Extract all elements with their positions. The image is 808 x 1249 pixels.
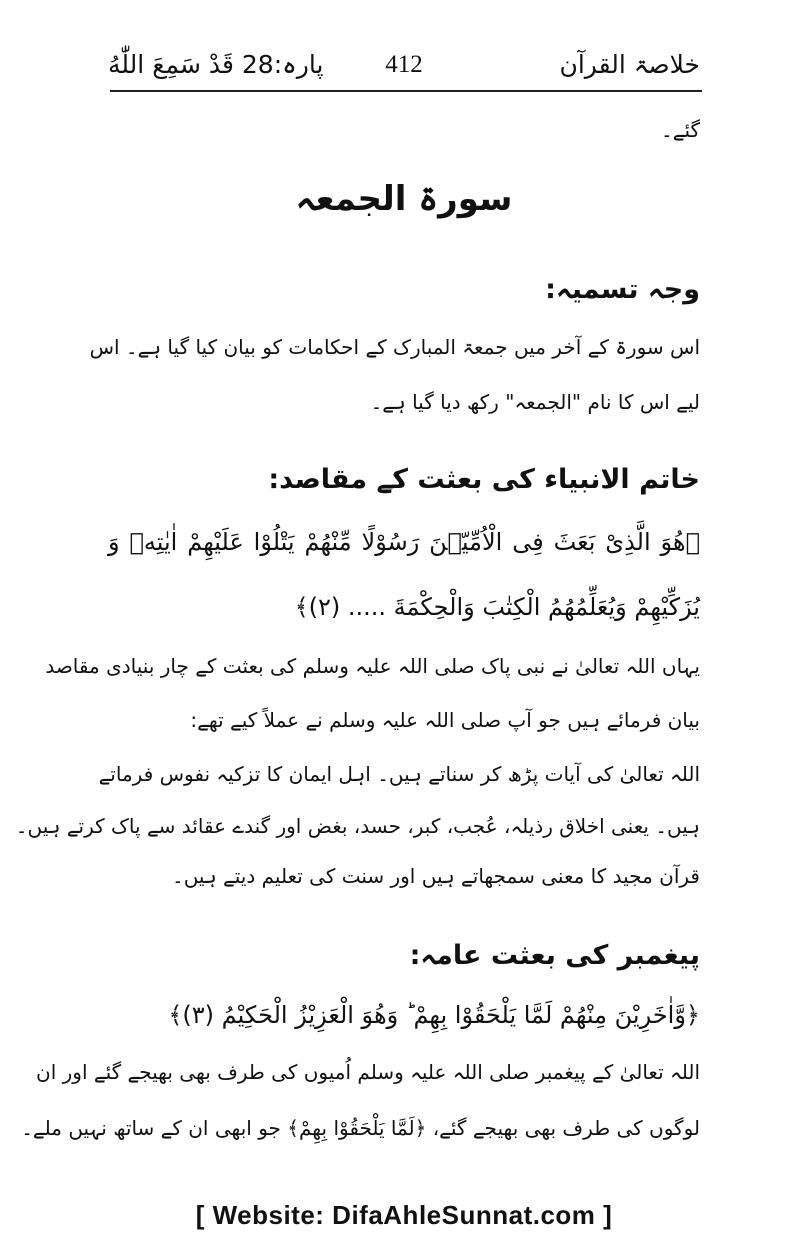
website-footer: [ Website: DifaAhleSunnat.com ] xyxy=(195,1200,613,1230)
book-title: خلاصۃ القرآن xyxy=(559,50,700,79)
para-label: پارہ:28 قَدْ سَمِعَ اللّٰهُ xyxy=(108,50,324,79)
section-heading-naming: وجہ تسمیہ: xyxy=(545,274,700,305)
section-heading-purposes: خاتم الانبیاء کی بعثت کے مقاصد: xyxy=(268,464,700,495)
section-heading-universal: پیغمبر کی بعثت عامہ: xyxy=(409,940,700,971)
paragraph-line: ہیں۔ یعنی اخلاق رذیلہ، عُجب، کبر، حسد، بغض اور گندے عقائد سے پاک کرتے ہیں۔ xyxy=(15,814,700,838)
quran-verse-line: یُزَكِّیْهِمْ وَیُعَلِّمُهُمُ الْكِتٰبَ وَالْحِكْمَةَ ..... (۲)﴾ xyxy=(294,593,700,621)
paragraph-line: اس سورۃ کے آخر میں جمعۃ المبارک کے احکامات کو بیان کیا گیا ہے۔ اس xyxy=(89,335,700,359)
paragraph-line: قرآن مجید کا معنی سمجھاتے ہیں اور سنت کی تعلیم دیتے ہیں۔ xyxy=(171,864,700,888)
paragraph-line: لیے اس کا نام "الجمعہ" رکھ دیا گیا ہے۔ xyxy=(370,390,700,414)
header-divider xyxy=(110,90,702,92)
paragraph-line: اللہ تعالیٰ کے پیغمبر صلی اللہ علیہ وسلم اُمیوں کی طرف بھی بھیجے گئے اور ان xyxy=(36,1060,700,1084)
paragraph-line: بیان فرمائے ہیں جو آپ صلی اللہ علیہ وسلم نے عملاً کیے تھے: xyxy=(190,708,700,732)
quran-verse-line: ﴿هُوَ الَّذِیْ بَعَثَ فِی الْاُمِّیّٖنَ رَسُوْلًا مِّنْهُمْ یَتْلُوْا عَلَیْهِمْ اٰیٰتِهٖ وَ xyxy=(108,528,700,556)
paragraph-line: اللہ تعالیٰ کی آیات پڑھ کر سناتے ہیں۔ اہل ایمان کا تزکیہ نفوس فرماتے xyxy=(98,762,700,786)
quran-verse-line: ﴿وَّاٰخَرِیْنَ مِنْهُمْ لَمَّا یَلْحَقُوْا بِهِمْ ؕ وَهُوَ الْعَزِیْزُ الْحَكِیْمُ (۳)﴾ xyxy=(168,1001,700,1029)
paragraph-line: یہاں اللہ تعالیٰ نے نبی پاک صلی اللہ علیہ وسلم کی بعثت کے چار بنیادی مقاصد xyxy=(45,654,700,678)
page-header xyxy=(108,48,700,88)
page-number: 412 xyxy=(385,51,423,78)
carryover-line: گئے۔ xyxy=(661,118,700,142)
surah-title: سورۃ الجمعہ xyxy=(295,179,513,219)
paragraph-line: لوگوں کی طرف بھی بھیجے گئے، ﴿لَمَّا یَلْحَقُوْا بِهِمْ﴾ جو ابھی ان کے ساتھ نہیں ملے۔ xyxy=(21,1116,700,1140)
